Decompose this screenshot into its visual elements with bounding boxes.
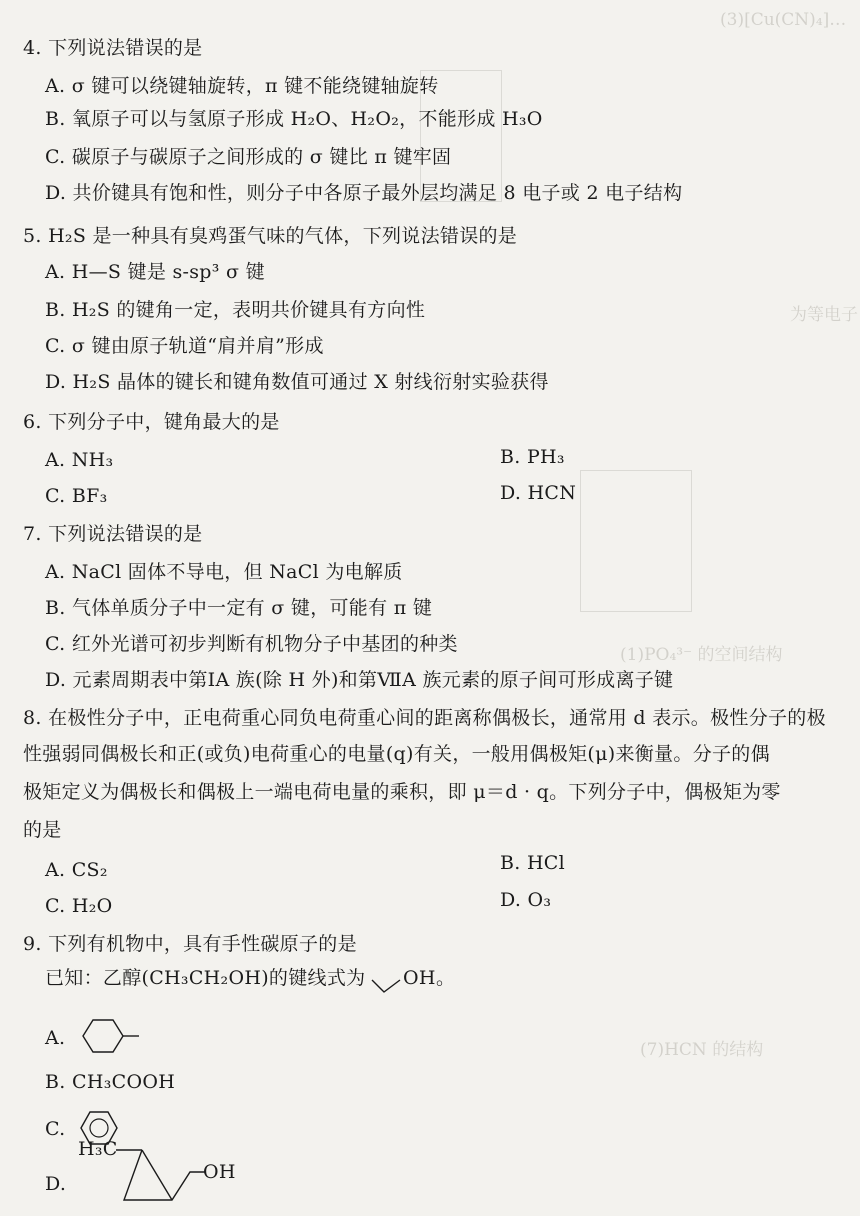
- question-7-option-b: B. 气体单质分子中一定有 σ 键，可能有 π 键: [45, 597, 433, 619]
- question-9-option-b-label: B.: [45, 1071, 66, 1093]
- question-6-stem: 6. 下列分子中，键角最大的是: [23, 411, 280, 433]
- question-5-option-c: C. σ 键由原子轨道“肩并肩”形成: [45, 335, 324, 357]
- question-5-option-a: A. H—S 键是 s-sp³ σ 键: [45, 261, 265, 283]
- question-8-option-b: B. HCl: [500, 852, 566, 874]
- bleed-through-text: 为等电子: [790, 305, 858, 325]
- question-4-option-a: A. σ 键可以绕键轴旋转，π 键不能绕键轴旋转: [45, 75, 439, 97]
- bleed-through-text: (7)HCN 的结构: [640, 1040, 764, 1060]
- question-9-option-d-label: D.: [45, 1173, 67, 1195]
- question-9-note-prefix: 已知：乙醇(CH₃CH₂OH)的键线式为: [45, 967, 366, 989]
- question-7-option-a: A. NaCl 固体不导电，但 NaCl 为电解质: [45, 561, 403, 583]
- bleed-through-text: (3)[Cu(CN)₄]…: [720, 10, 847, 30]
- bleed-through-figure: [580, 470, 692, 612]
- option-d-skeletal-structure: [110, 1140, 210, 1206]
- question-8-option-c: C. H₂O: [45, 895, 113, 917]
- ethanol-oh-label: OH: [403, 967, 436, 989]
- question-9-option-a-label: A.: [45, 1027, 66, 1049]
- question-6-option-d: D. HCN: [500, 482, 577, 504]
- question-6-option-a: A. NH₃: [45, 449, 114, 471]
- question-6-option-b: B. PH₃: [500, 446, 565, 468]
- question-9-stem: 9. 下列有机物中，具有手性碳原子的是: [23, 933, 357, 955]
- question-8-stem-line-3: 极矩定义为偶极长和偶极上一端电荷电量的乘积，即 μ＝d · q。下列分子中，偶极矩为零: [23, 781, 781, 803]
- methylcyclohexane-structure: [75, 1016, 145, 1056]
- question-8-stem-line-2: 性强弱同偶极长和正(或负)电荷重心的电量(q)有关，一般用偶极矩(μ)来衡量。分子的偶: [23, 743, 770, 765]
- question-8-stem-line-1: 8. 在极性分子中，正电荷重心同负电荷重心间的距离称偶极长，通常用 d 表示。极性分子的极: [23, 707, 826, 729]
- question-7-option-c: C. 红外光谱可初步判断有机物分子中基团的种类: [45, 633, 458, 655]
- ethanol-skeletal-formula: [370, 972, 404, 996]
- question-9-option-c-label: C.: [45, 1118, 66, 1140]
- question-5-stem: 5. H₂S 是一种具有臭鸡蛋气味的气体，下列说法错误的是: [23, 225, 518, 247]
- option-d-oh-label: OH: [203, 1161, 236, 1183]
- question-5-option-d: D. H₂S 晶体的键长和键角数值可通过 X 射线衍射实验获得: [45, 371, 549, 393]
- question-4-option-d: D. 共价键具有饱和性，则分子中各原子最外层均满足 8 电子或 2 电子结构: [45, 182, 683, 204]
- question-5-option-b: B. H₂S 的键角一定，表明共价键具有方向性: [45, 299, 426, 321]
- question-8-option-a: A. CS₂: [45, 859, 108, 881]
- question-4-option-b: B. 氧原子可以与氢原子形成 H₂O、H₂O₂，不能形成 H₃O: [45, 108, 543, 130]
- question-7-option-d: D. 元素周期表中第ⅠA 族(除 H 外)和第ⅦA 族元素的原子间可形成离子键: [45, 669, 674, 691]
- question-8-option-d: D. O₃: [500, 889, 552, 911]
- question-4-option-c: C. 碳原子与碳原子之间形成的 σ 键比 π 键牢固: [45, 146, 452, 168]
- question-6-option-c: C. BF₃: [45, 485, 108, 507]
- question-8-stem-line-4: 的是: [23, 819, 62, 841]
- bleed-through-text: (1)PO₄³⁻ 的空间结构: [620, 645, 783, 665]
- question-7-stem: 7. 下列说法错误的是: [23, 523, 203, 545]
- question-4-stem: 4. 下列说法错误的是: [23, 37, 203, 59]
- option-d-methyl-label: H₃C: [78, 1138, 118, 1160]
- question-9-note-suffix: 。: [436, 967, 456, 989]
- acetic-acid-formula: CH₃COOH: [72, 1071, 176, 1093]
